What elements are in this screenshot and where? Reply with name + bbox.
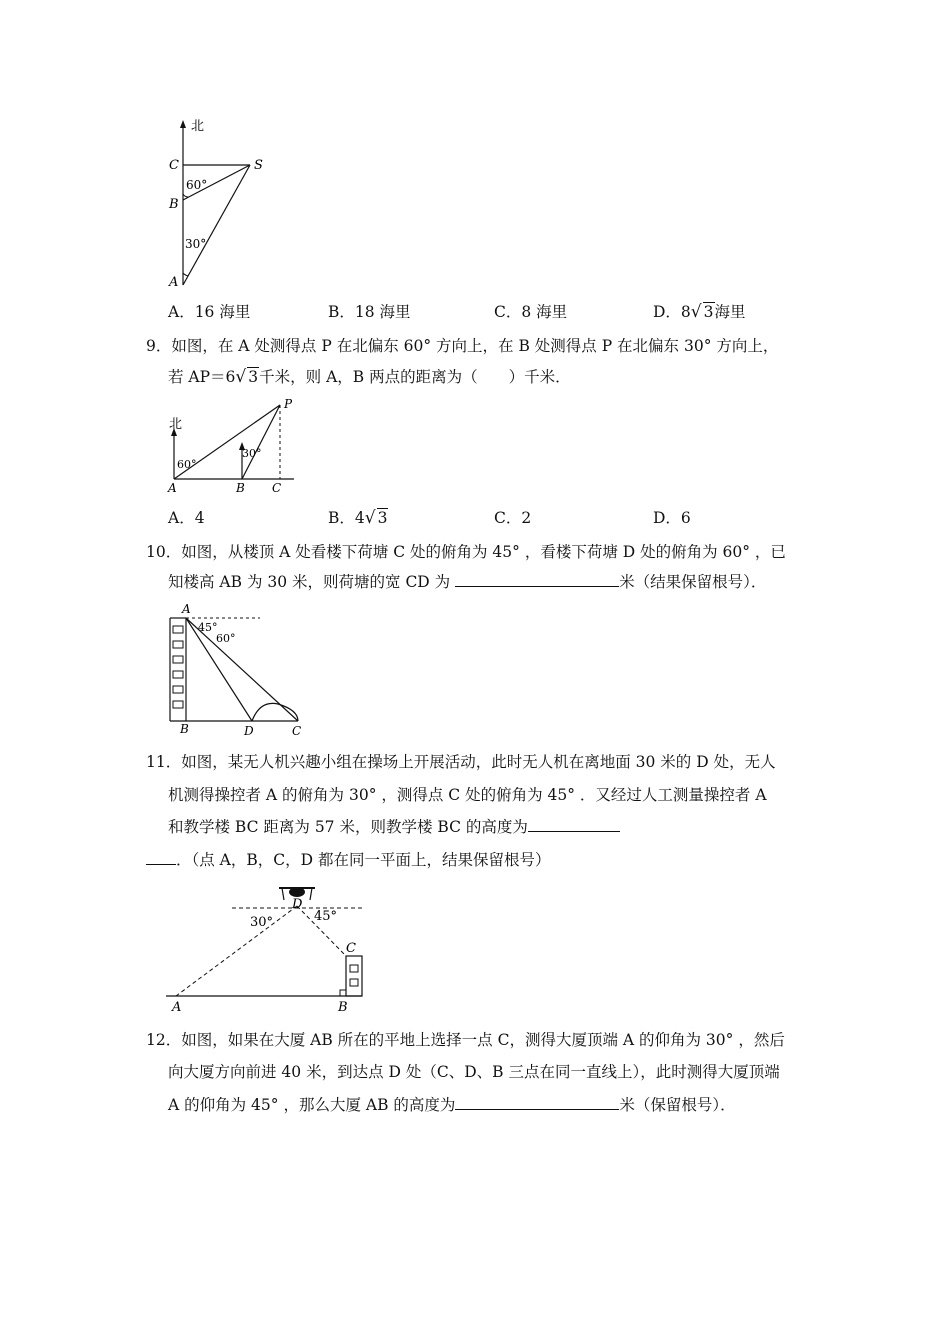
q9-angle-30: 30° bbox=[242, 447, 262, 460]
q11-angle-30: 30° bbox=[250, 915, 274, 930]
q9-option-b[interactable]: B．4√ 3 bbox=[328, 508, 388, 528]
q10-line-1: 10．如图，从楼顶 A 处看楼下荷塘 C 处的俯角为 45° ，看楼下荷塘 D 处的俯角为 60° ，已 bbox=[146, 543, 786, 561]
q8-north-arrow bbox=[180, 120, 186, 128]
q9-figure bbox=[162, 395, 312, 495]
q11-line-da bbox=[176, 906, 297, 996]
q11-angle-45: 45° bbox=[314, 909, 338, 924]
q10-label-b: B bbox=[180, 722, 189, 736]
q9-angle-60: 60° bbox=[177, 458, 197, 471]
q10-label-d: D bbox=[244, 724, 254, 738]
q10-answer-blank[interactable] bbox=[455, 572, 619, 587]
sqrt-symbol: √ 3 bbox=[690, 302, 714, 322]
q12-line-3: A 的仰角为 45° ，那么大厦 AB 的高度为 米（保留根号）． bbox=[168, 1096, 736, 1114]
q8-option-d-prefix: D．8 bbox=[653, 303, 691, 321]
q9-option-c[interactable]: C．2 bbox=[494, 509, 532, 527]
q9-option-a[interactable]: A．4 bbox=[168, 509, 205, 527]
q11-line-2: 机测得操控者 A 的俯角为 30° ，测得点 C 处的俯角为 45° ．又经过人工测量操控者 A bbox=[168, 786, 767, 804]
q9-line-1: 9．如图，在 A 处测得点 P 在北偏东 60° 方向上，在 B 处测得点 P 在北偏东 30° 方向上， bbox=[146, 337, 779, 355]
q9-label-c: C bbox=[272, 481, 282, 495]
q11-label-d: D bbox=[292, 897, 303, 912]
q10-pond bbox=[252, 703, 298, 721]
q10-figure bbox=[160, 600, 310, 740]
q8-label-north: 北 bbox=[191, 119, 205, 134]
q11-line-4: ．（点 A，B，C，D 都在同一平面上，结果保留根号） bbox=[146, 848, 550, 870]
q8-figure bbox=[160, 110, 290, 295]
q8-angle-60: 60° bbox=[186, 178, 208, 192]
q12-line-1: 12．如图，如果在大厦 AB 所在的平地上选择一点 C，测得大厦顶端 A 的仰角为 30° ，然后 bbox=[146, 1031, 785, 1049]
q8-label-a: A bbox=[169, 275, 179, 290]
q8-angle-30: 30° bbox=[185, 237, 207, 251]
q8-label-s: S bbox=[254, 158, 263, 173]
q8-option-d[interactable] bbox=[653, 300, 746, 322]
q10-angle-60: 60° bbox=[216, 632, 236, 645]
q11-building bbox=[346, 956, 362, 996]
q10-line-2: 知楼高 AB 为 30 米，则荷塘的宽 CD 为 米（结果保留根号）． bbox=[168, 573, 767, 591]
q11-line-1: 11．如图，某无人机兴趣小组在操场上开展活动，此时无人机在离地面 30 米的 D 处，无人 bbox=[146, 753, 776, 771]
q8-option-a[interactable]: A．16 海里 bbox=[168, 303, 251, 321]
q9-label-p: P bbox=[284, 397, 293, 411]
q12-line-2: 向大厦方向前进 40 米，到达点 D 处（C、D、B 三点在同一直线上），此时测得大厦顶端 bbox=[168, 1063, 780, 1081]
q9-line-bp bbox=[242, 405, 280, 479]
q9-label-a: A bbox=[168, 481, 177, 495]
q10-angle-45: 45° bbox=[198, 621, 218, 634]
q12-answer-blank[interactable] bbox=[455, 1095, 619, 1110]
q10-label-c: C bbox=[292, 724, 302, 738]
q11-answer-blank[interactable] bbox=[528, 817, 620, 832]
q11-label-c: C bbox=[346, 941, 356, 956]
q10-label-a: A bbox=[182, 602, 191, 616]
q11-answer-blank-cont[interactable] bbox=[146, 850, 176, 865]
q11-label-a: A bbox=[172, 1000, 182, 1015]
q8-label-c: C bbox=[169, 158, 179, 173]
q9-label-north: 北 bbox=[169, 417, 183, 432]
sqrt-symbol: √ 3 bbox=[364, 508, 388, 528]
q9-label-b: B bbox=[236, 481, 245, 495]
q8-arc-a bbox=[183, 273, 188, 276]
q11-figure bbox=[162, 878, 382, 1018]
q8-label-b: B bbox=[169, 197, 179, 212]
q9-line-2: 若 AP＝6√ 3千米，则 A，B 两点的距离为（ ）千米． bbox=[168, 367, 571, 387]
q11-label-b: B bbox=[338, 1000, 348, 1015]
q8-arc-b bbox=[183, 194, 188, 197]
q11-line-3: 和教学楼 BC 距离为 57 米，则教学楼 BC 的高度为 bbox=[168, 815, 620, 837]
q8-option-d-suffix: 海里 bbox=[714, 303, 746, 321]
q8-option-c[interactable]: C．8 海里 bbox=[494, 303, 568, 321]
sqrt-symbol: √ 3 bbox=[235, 367, 259, 387]
q9-option-d[interactable]: D．6 bbox=[653, 509, 691, 527]
q8-option-b[interactable]: B．18 海里 bbox=[328, 303, 411, 321]
